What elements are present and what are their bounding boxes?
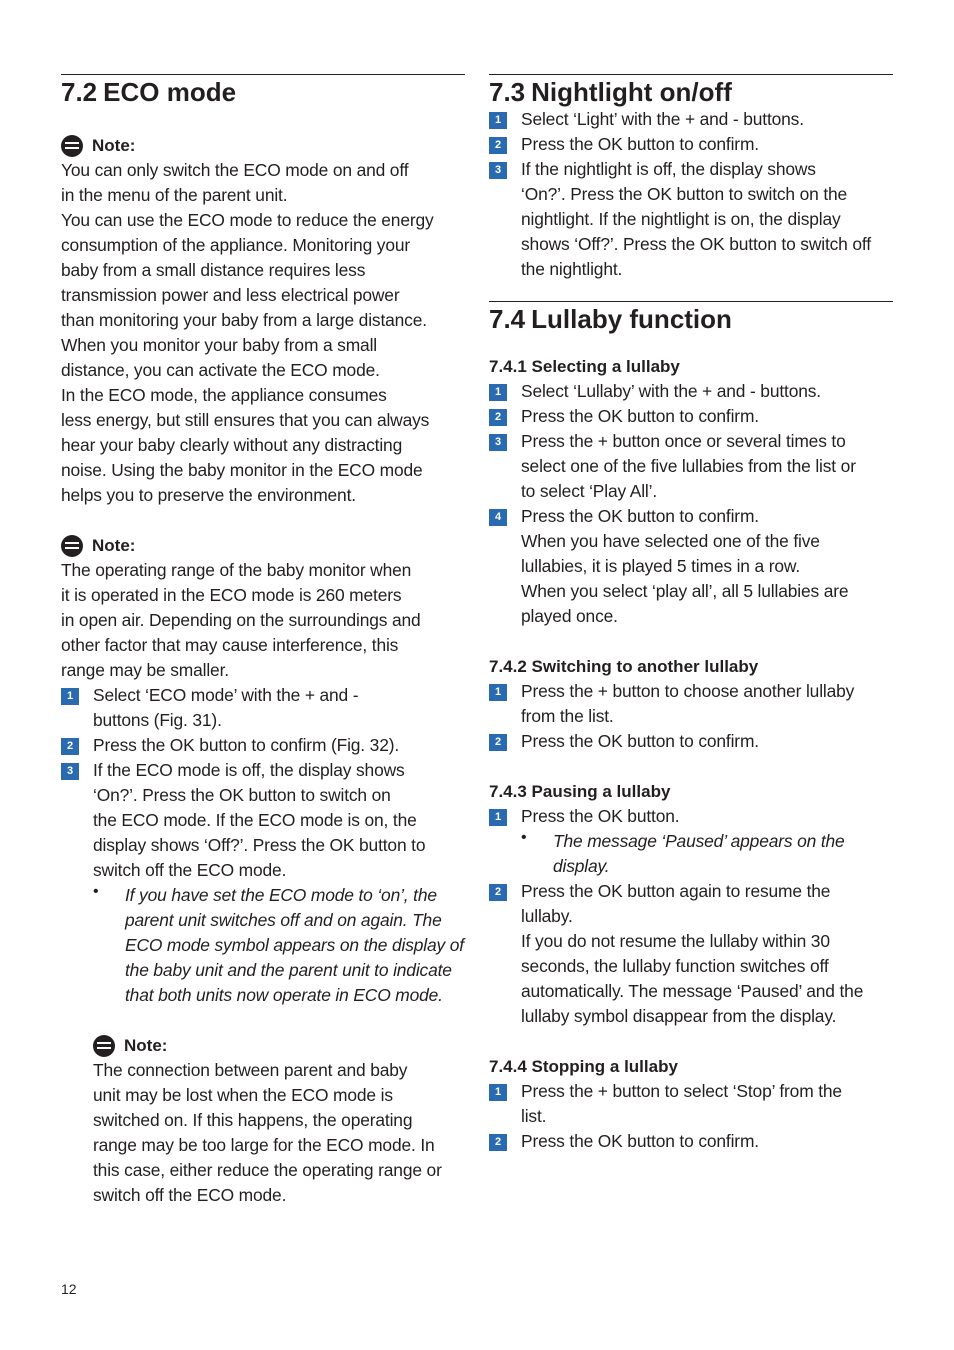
text-line: The message ‘Paused’ appears on the	[553, 831, 845, 851]
step-list	[61, 683, 465, 1008]
text-line: lullaby symbol disappear from the display.	[521, 1006, 837, 1026]
step-number-badge: 2	[489, 137, 507, 154]
indented-note	[93, 1008, 465, 1208]
text-line: the baby unit and the parent unit to indicate	[125, 960, 452, 980]
text-line: less energy, but still ensures that you can always	[61, 410, 430, 430]
step-list	[489, 379, 893, 629]
section-title: ECO mode	[103, 77, 237, 107]
note-body	[61, 558, 465, 683]
text-line: list.	[521, 1106, 547, 1126]
section-title: Nightlight on/off	[531, 77, 732, 107]
section-heading	[61, 77, 465, 107]
note-heading	[61, 133, 465, 158]
subsection-title: 7.4.1 Selecting a lullaby	[489, 357, 680, 376]
text-line: switch off the ECO mode.	[93, 1185, 287, 1205]
page-number: 12	[61, 1281, 77, 1297]
text-line: If you have set the ECO mode to ‘on’, the	[125, 885, 437, 905]
section-title: Lullaby function	[531, 304, 732, 334]
text-line: Press the OK button to confirm.	[521, 1131, 759, 1151]
text-line: When you have selected one of the five	[521, 531, 820, 551]
step-item	[489, 132, 893, 157]
note-body	[61, 158, 465, 508]
left-column	[61, 74, 465, 1208]
step-number-badge: 1	[489, 684, 507, 701]
step-item	[61, 758, 465, 1008]
subsection-title: 7.4.4 Stopping a lullaby	[489, 1057, 678, 1076]
step-list	[489, 107, 893, 282]
step-number-badge: 2	[61, 738, 79, 755]
step-number-badge: 2	[489, 409, 507, 426]
section-7-4	[489, 301, 893, 1154]
text-line: switched on. If this happens, the operating	[93, 1110, 413, 1130]
text-line: Select ‘Light’ with the + and - buttons.	[521, 109, 804, 129]
step-item	[489, 729, 893, 754]
text-line: than monitoring your baby from a large distance.	[61, 310, 427, 330]
text-line: Press the OK button to confirm (Fig. 32).	[93, 735, 400, 755]
step-number-badge: 1	[489, 384, 507, 401]
text-line: it is operated in the ECO mode is 260 meters	[61, 585, 402, 605]
step-item	[489, 1129, 893, 1154]
text-line: lullabies, it is played 5 times in a row.	[521, 556, 800, 576]
text-line: parent unit switches off and on again. The	[125, 910, 442, 930]
bullet-item	[93, 883, 465, 1008]
note-heading	[93, 1033, 465, 1058]
text-line: shows ‘Off?’. Press the OK button to switch off	[521, 234, 871, 254]
text-line: In the ECO mode, the appliance consumes	[61, 385, 387, 405]
text-line: to select ‘Play All’.	[521, 481, 658, 501]
note-icon	[61, 135, 83, 157]
step-number-badge: 4	[489, 509, 507, 526]
step-number-badge: 2	[489, 884, 507, 901]
text-line: Press the OK button.	[521, 806, 680, 826]
text-line: ‘On?’. Press the OK button to switch on the	[521, 184, 848, 204]
text-line: range may be smaller.	[61, 660, 229, 680]
step-number-badge: 3	[61, 763, 79, 780]
note-label: Note:	[124, 1036, 168, 1055]
text-line: automatically. The message ‘Paused’ and the	[521, 981, 864, 1001]
text-line: seconds, the lullaby function switches off	[521, 956, 829, 976]
text-line: If the nightlight is off, the display shows	[521, 159, 816, 179]
text-line: display shows ‘Off?’. Press the OK button to	[93, 835, 426, 855]
step-number-badge: 3	[489, 434, 507, 451]
text-line: the nightlight.	[521, 259, 623, 279]
text-line: If you do not resume the lullaby within 30	[521, 931, 830, 951]
text-line: transmission power and less electrical power	[61, 285, 400, 305]
text-line: in open air. Depending on the surroundings and	[61, 610, 421, 630]
text-line: buttons (Fig. 31).	[93, 710, 222, 730]
subsection-title: 7.4.3 Pausing a lullaby	[489, 782, 671, 801]
step-item	[489, 379, 893, 404]
section-heading	[489, 77, 893, 107]
text-line: the ECO mode. If the ECO mode is on, the	[93, 810, 417, 830]
text-line: nightlight. If the nightlight is on, the display	[521, 209, 841, 229]
step-item	[489, 679, 893, 729]
text-line: range may be too large for the ECO mode. In	[93, 1135, 435, 1155]
section-heading	[489, 304, 893, 334]
note-label: Note:	[92, 136, 136, 155]
text-line: Press the OK button to confirm.	[521, 134, 759, 154]
text-line: ‘On?’. Press the OK button to switch on	[93, 785, 391, 805]
text-line: that both units now operate in ECO mode.	[125, 985, 443, 1005]
text-line: baby from a small distance requires less	[61, 260, 366, 280]
section-7-3	[489, 74, 893, 282]
note-icon	[93, 1035, 115, 1057]
section-number: 7.4	[489, 304, 526, 334]
step-item	[489, 429, 893, 504]
step-number-badge: 1	[489, 809, 507, 826]
text-line: When you select ‘play all’, all 5 lullabies are	[521, 581, 849, 601]
text-line: this case, either reduce the operating range or	[93, 1160, 442, 1180]
text-line: Press the + button to select ‘Stop’ from the	[521, 1081, 842, 1101]
text-line: select one of the five lullabies from the list or	[521, 456, 856, 476]
text-line: display.	[553, 856, 610, 876]
text-line: The operating range of the baby monitor when	[61, 560, 412, 580]
step-number-badge: 1	[61, 688, 79, 705]
step-item	[489, 157, 893, 282]
note-icon	[61, 535, 83, 557]
note-heading	[61, 533, 465, 558]
text-line: in the menu of the parent unit.	[61, 185, 288, 205]
text-line: Select ‘Lullaby’ with the + and - buttons.	[521, 381, 821, 401]
step-item	[489, 404, 893, 429]
step-item	[489, 107, 893, 132]
text-line: from the list.	[521, 706, 614, 726]
text-line: When you monitor your baby from a small	[61, 335, 378, 355]
text-line: Press the OK button to confirm.	[521, 731, 759, 751]
text-line: ECO mode symbol appears on the display of	[125, 935, 464, 955]
text-line: Press the + button to choose another lullaby	[521, 681, 855, 701]
text-line: played once.	[521, 606, 618, 626]
section-number: 7.2	[61, 77, 98, 107]
step-list	[489, 679, 893, 754]
text-line: lullaby.	[521, 906, 573, 926]
section-number: 7.3	[489, 77, 526, 107]
text-line: switch off the ECO mode.	[93, 860, 287, 880]
section-7-2	[61, 74, 465, 1208]
text-line: Press the OK button again to resume the	[521, 881, 831, 901]
text-line: helps you to preserve the environment.	[61, 485, 356, 505]
step-item	[489, 1079, 893, 1129]
step-list	[489, 1079, 893, 1154]
text-line: Press the OK button to confirm.	[521, 506, 759, 526]
text-line: Press the + button once or several times to	[521, 431, 846, 451]
text-line: distance, you can activate the ECO mode.	[61, 360, 380, 380]
step-item	[489, 504, 893, 629]
text-line: Select ‘ECO mode’ with the + and -	[93, 685, 359, 705]
right-column	[489, 74, 893, 1154]
step-number-badge: 2	[489, 1134, 507, 1151]
subsection-title: 7.4.2 Switching to another lullaby	[489, 657, 759, 676]
step-number-badge: 3	[489, 162, 507, 179]
step-number-badge: 1	[489, 112, 507, 129]
step-list	[489, 804, 893, 1029]
step-number-badge: 2	[489, 734, 507, 751]
text-line: noise. Using the baby monitor in the ECO mode	[61, 460, 423, 480]
bullet-marker: •	[521, 829, 527, 846]
text-line: hear your baby clearly without any distracting	[61, 435, 403, 455]
step-item	[61, 683, 465, 733]
text-line: You can only switch the ECO mode on and off	[61, 160, 409, 180]
text-line: unit may be lost when the ECO mode is	[93, 1085, 393, 1105]
step-item	[489, 879, 893, 1029]
text-line: If the ECO mode is off, the display shows	[93, 760, 405, 780]
note-label: Note:	[92, 536, 136, 555]
text-line: Press the OK button to confirm.	[521, 406, 759, 426]
bullet-item	[521, 829, 893, 879]
text-line: other factor that may cause interference, this	[61, 635, 399, 655]
step-number-badge: 1	[489, 1084, 507, 1101]
text-line: The connection between parent and baby	[93, 1060, 408, 1080]
step-item	[489, 804, 893, 879]
text-line: consumption of the appliance. Monitoring your	[61, 235, 411, 255]
step-item	[61, 733, 465, 758]
text-line: You can use the ECO mode to reduce the energy	[61, 210, 434, 230]
bullet-marker: •	[93, 883, 99, 900]
